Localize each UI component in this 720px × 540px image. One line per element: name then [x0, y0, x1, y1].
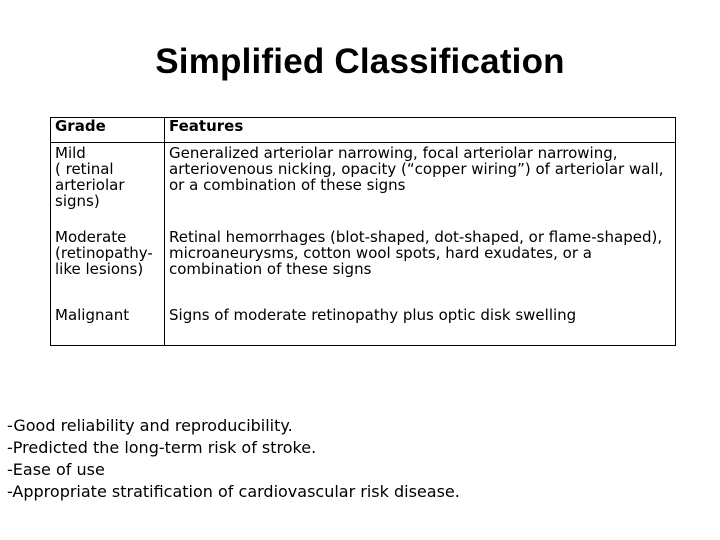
- classification-table: [50, 117, 676, 346]
- grade-moderate: [51, 227, 165, 305]
- table-header-row: [51, 118, 676, 143]
- grade-moderate-text: Moderate (retinopathy-like lesions): [55, 228, 153, 278]
- table-row-malignant: [51, 305, 676, 346]
- note-item: -Good reliability and reproducibility.: [7, 416, 293, 435]
- header-grade: Grade: [51, 118, 165, 143]
- table-row-moderate: [51, 227, 676, 305]
- features-malignant: Signs of moderate retinopathy plus optic disk swelling: [169, 306, 577, 324]
- features-mild: Generalized arteriolar narrowing, focal arteriolar narrowing, arteriovenous nicking, opacity (“copper wiring”) of arteriolar wall, or a combination of these signs: [169, 144, 664, 194]
- grade-mild-text: Mild ( retinal arteriolar signs): [55, 144, 125, 210]
- notes-list: [7, 415, 460, 503]
- page-title: Simplified Classification: [155, 42, 565, 81]
- features-moderate: Retinal hemorrhages (blot-shaped, dot-shaped, or flame-shaped), microaneurysms, cotton wool spots, hard exudates, or a combination of these signs: [169, 228, 663, 278]
- header-features: Features: [165, 118, 676, 143]
- grade-malignant: Malignant: [51, 305, 165, 346]
- note-item: -Ease of use: [7, 460, 105, 479]
- note-item: -Predicted the long-term risk of stroke.: [7, 438, 317, 457]
- grade-mild: [51, 143, 165, 228]
- note-item: -Appropriate stratification of cardiovascular risk disease.: [7, 482, 460, 501]
- table-row-mild: [51, 143, 676, 228]
